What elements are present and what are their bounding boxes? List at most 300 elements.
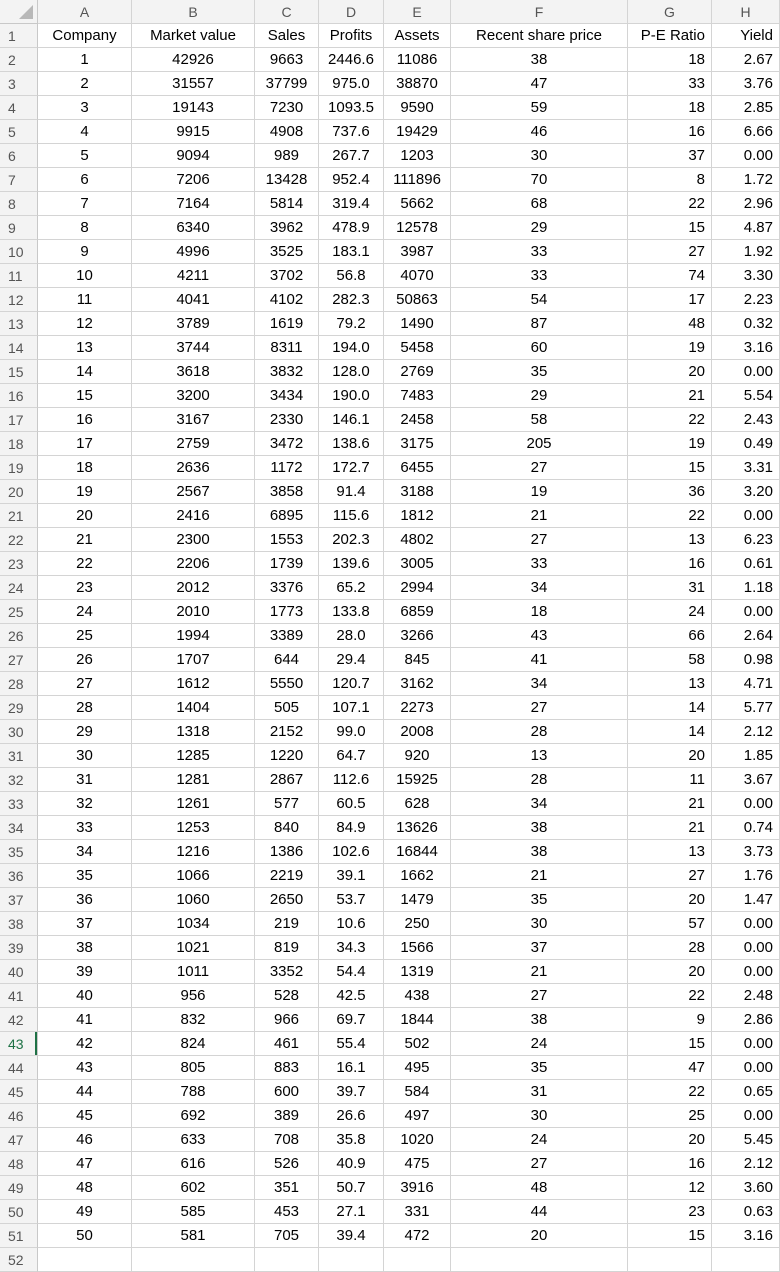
table-cell[interactable]: 12 — [38, 312, 132, 336]
table-cell[interactable]: 21 — [628, 384, 712, 408]
table-cell[interactable]: 453 — [255, 1200, 319, 1224]
table-cell[interactable]: 2010 — [132, 600, 255, 624]
table-cell[interactable]: 0.00 — [712, 912, 780, 936]
table-cell[interactable]: 26 — [38, 648, 132, 672]
table-cell[interactable]: 0.00 — [712, 1104, 780, 1128]
table-cell[interactable]: 28 — [451, 720, 628, 744]
table-cell[interactable]: 3188 — [384, 480, 451, 504]
table-cell[interactable]: 13 — [38, 336, 132, 360]
table-cell[interactable]: 58 — [451, 408, 628, 432]
table-cell[interactable]: 5550 — [255, 672, 319, 696]
table-cell[interactable]: 16.1 — [319, 1056, 384, 1080]
row-number-1[interactable]: 1 — [0, 24, 38, 48]
row-number-5[interactable]: 5 — [0, 120, 38, 144]
header-cell[interactable]: P-E Ratio — [628, 24, 712, 48]
row-number-2[interactable]: 2 — [0, 48, 38, 72]
select-all-corner[interactable] — [0, 0, 38, 24]
table-cell[interactable]: 989 — [255, 144, 319, 168]
table-cell[interactable]: 2.48 — [712, 984, 780, 1008]
table-cell[interactable]: 4802 — [384, 528, 451, 552]
table-cell[interactable]: 40 — [38, 984, 132, 1008]
table-cell[interactable]: 1319 — [384, 960, 451, 984]
table-cell[interactable]: 38870 — [384, 72, 451, 96]
table-cell[interactable]: 1203 — [384, 144, 451, 168]
table-cell[interactable]: 43 — [451, 624, 628, 648]
header-cell[interactable]: Profits — [319, 24, 384, 48]
table-cell[interactable]: 27.1 — [319, 1200, 384, 1224]
table-cell[interactable]: 3.76 — [712, 72, 780, 96]
table-cell[interactable]: 351 — [255, 1176, 319, 1200]
table-cell[interactable]: 495 — [384, 1056, 451, 1080]
row-number-31[interactable]: 31 — [0, 744, 38, 768]
table-cell[interactable]: 472 — [384, 1224, 451, 1248]
table-cell[interactable]: 120.7 — [319, 672, 384, 696]
table-cell[interactable]: 1612 — [132, 672, 255, 696]
empty-cell[interactable] — [712, 1248, 780, 1272]
table-cell[interactable]: 1566 — [384, 936, 451, 960]
table-cell[interactable]: 8 — [38, 216, 132, 240]
table-cell[interactable]: 832 — [132, 1008, 255, 1032]
table-cell[interactable]: 250 — [384, 912, 451, 936]
table-cell[interactable]: 34 — [451, 672, 628, 696]
table-cell[interactable]: 11 — [38, 288, 132, 312]
row-number-30[interactable]: 30 — [0, 720, 38, 744]
row-number-15[interactable]: 15 — [0, 360, 38, 384]
table-cell[interactable]: 60.5 — [319, 792, 384, 816]
row-number-9[interactable]: 9 — [0, 216, 38, 240]
table-cell[interactable]: 37 — [628, 144, 712, 168]
table-cell[interactable]: 577 — [255, 792, 319, 816]
table-cell[interactable]: 526 — [255, 1152, 319, 1176]
table-cell[interactable]: 20 — [38, 504, 132, 528]
table-cell[interactable]: 37799 — [255, 72, 319, 96]
table-cell[interactable]: 2012 — [132, 576, 255, 600]
row-number-52[interactable]: 52 — [0, 1248, 38, 1272]
table-cell[interactable]: 11 — [628, 768, 712, 792]
table-cell[interactable]: 824 — [132, 1032, 255, 1056]
table-cell[interactable]: 1490 — [384, 312, 451, 336]
table-cell[interactable]: 5814 — [255, 192, 319, 216]
table-cell[interactable]: 7230 — [255, 96, 319, 120]
table-cell[interactable]: 27 — [628, 864, 712, 888]
table-cell[interactable]: 55.4 — [319, 1032, 384, 1056]
table-cell[interactable]: 1.85 — [712, 744, 780, 768]
table-cell[interactable]: 14 — [38, 360, 132, 384]
table-cell[interactable]: 1662 — [384, 864, 451, 888]
table-cell[interactable]: 819 — [255, 936, 319, 960]
table-cell[interactable]: 2300 — [132, 528, 255, 552]
table-cell[interactable]: 1220 — [255, 744, 319, 768]
table-cell[interactable]: 20 — [628, 744, 712, 768]
table-cell[interactable]: 3472 — [255, 432, 319, 456]
row-number-34[interactable]: 34 — [0, 816, 38, 840]
table-cell[interactable]: 7 — [38, 192, 132, 216]
table-cell[interactable]: 39 — [38, 960, 132, 984]
table-cell[interactable]: 2446.6 — [319, 48, 384, 72]
empty-cell[interactable] — [384, 1248, 451, 1272]
row-number-49[interactable]: 49 — [0, 1176, 38, 1200]
table-cell[interactable]: 18 — [628, 48, 712, 72]
table-cell[interactable]: 44 — [451, 1200, 628, 1224]
table-cell[interactable]: 3962 — [255, 216, 319, 240]
table-cell[interactable]: 1.76 — [712, 864, 780, 888]
row-number-22[interactable]: 22 — [0, 528, 38, 552]
table-cell[interactable]: 2.23 — [712, 288, 780, 312]
table-cell[interactable]: 4211 — [132, 264, 255, 288]
table-cell[interactable]: 33 — [38, 816, 132, 840]
table-cell[interactable]: 1216 — [132, 840, 255, 864]
table-cell[interactable]: 6.66 — [712, 120, 780, 144]
table-cell[interactable]: 581 — [132, 1224, 255, 1248]
table-cell[interactable]: 24 — [451, 1128, 628, 1152]
table-cell[interactable]: 4.71 — [712, 672, 780, 696]
table-cell[interactable]: 3200 — [132, 384, 255, 408]
table-cell[interactable]: 41 — [38, 1008, 132, 1032]
table-cell[interactable]: 1261 — [132, 792, 255, 816]
table-cell[interactable]: 1172 — [255, 456, 319, 480]
table-cell[interactable]: 15 — [628, 456, 712, 480]
table-cell[interactable]: 36 — [628, 480, 712, 504]
table-cell[interactable]: 1.92 — [712, 240, 780, 264]
table-cell[interactable]: 31 — [38, 768, 132, 792]
table-cell[interactable]: 20 — [628, 1128, 712, 1152]
table-cell[interactable]: 1479 — [384, 888, 451, 912]
table-cell[interactable]: 2206 — [132, 552, 255, 576]
table-cell[interactable]: 438 — [384, 984, 451, 1008]
table-cell[interactable]: 30 — [451, 912, 628, 936]
table-cell[interactable]: 319.4 — [319, 192, 384, 216]
table-cell[interactable]: 0.00 — [712, 936, 780, 960]
row-number-42[interactable]: 42 — [0, 1008, 38, 1032]
table-cell[interactable]: 34 — [451, 792, 628, 816]
table-cell[interactable]: 7206 — [132, 168, 255, 192]
row-number-26[interactable]: 26 — [0, 624, 38, 648]
table-cell[interactable]: 31557 — [132, 72, 255, 96]
table-cell[interactable]: 15 — [628, 1032, 712, 1056]
table-cell[interactable]: 0.00 — [712, 792, 780, 816]
empty-cell[interactable] — [38, 1248, 132, 1272]
table-cell[interactable]: 219 — [255, 912, 319, 936]
table-cell[interactable]: 9590 — [384, 96, 451, 120]
table-cell[interactable]: 29 — [451, 384, 628, 408]
table-cell[interactable]: 2.12 — [712, 720, 780, 744]
table-cell[interactable]: 788 — [132, 1080, 255, 1104]
row-number-32[interactable]: 32 — [0, 768, 38, 792]
empty-cell[interactable] — [132, 1248, 255, 1272]
table-cell[interactable]: 3.60 — [712, 1176, 780, 1200]
table-cell[interactable]: 0.00 — [712, 504, 780, 528]
table-cell[interactable]: 2273 — [384, 696, 451, 720]
table-cell[interactable]: 35 — [451, 888, 628, 912]
table-cell[interactable]: 845 — [384, 648, 451, 672]
table-cell[interactable]: 1281 — [132, 768, 255, 792]
table-cell[interactable]: 633 — [132, 1128, 255, 1152]
table-cell[interactable]: 39.4 — [319, 1224, 384, 1248]
table-cell[interactable]: 7483 — [384, 384, 451, 408]
table-cell[interactable]: 2.86 — [712, 1008, 780, 1032]
table-cell[interactable]: 42.5 — [319, 984, 384, 1008]
table-cell[interactable]: 33 — [451, 552, 628, 576]
table-cell[interactable]: 644 — [255, 648, 319, 672]
table-cell[interactable]: 23 — [628, 1200, 712, 1224]
row-number-19[interactable]: 19 — [0, 456, 38, 480]
table-cell[interactable]: 600 — [255, 1080, 319, 1104]
table-cell[interactable]: 70 — [451, 168, 628, 192]
table-cell[interactable]: 20 — [451, 1224, 628, 1248]
header-cell[interactable]: Company — [38, 24, 132, 48]
table-cell[interactable]: 12578 — [384, 216, 451, 240]
header-cell[interactable]: Yield — [712, 24, 780, 48]
table-cell[interactable]: 74 — [628, 264, 712, 288]
table-cell[interactable]: 24 — [38, 600, 132, 624]
table-cell[interactable]: 27 — [451, 984, 628, 1008]
table-cell[interactable]: 0.00 — [712, 600, 780, 624]
table-cell[interactable]: 79.2 — [319, 312, 384, 336]
table-cell[interactable]: 133.8 — [319, 600, 384, 624]
table-cell[interactable]: 331 — [384, 1200, 451, 1224]
table-cell[interactable]: 128.0 — [319, 360, 384, 384]
table-cell[interactable]: 0.98 — [712, 648, 780, 672]
row-number-37[interactable]: 37 — [0, 888, 38, 912]
empty-cell[interactable] — [628, 1248, 712, 1272]
table-cell[interactable]: 602 — [132, 1176, 255, 1200]
table-cell[interactable]: 35 — [38, 864, 132, 888]
table-cell[interactable]: 3916 — [384, 1176, 451, 1200]
table-cell[interactable]: 1773 — [255, 600, 319, 624]
table-cell[interactable]: 15 — [628, 1224, 712, 1248]
table-cell[interactable]: 616 — [132, 1152, 255, 1176]
table-cell[interactable]: 18 — [451, 600, 628, 624]
table-cell[interactable]: 26.6 — [319, 1104, 384, 1128]
table-cell[interactable]: 6 — [38, 168, 132, 192]
header-cell[interactable]: Assets — [384, 24, 451, 48]
table-cell[interactable]: 58 — [628, 648, 712, 672]
table-cell[interactable]: 19 — [628, 336, 712, 360]
table-cell[interactable]: 1034 — [132, 912, 255, 936]
row-number-24[interactable]: 24 — [0, 576, 38, 600]
table-cell[interactable]: 805 — [132, 1056, 255, 1080]
table-cell[interactable]: 21 — [451, 864, 628, 888]
table-cell[interactable]: 38 — [451, 1008, 628, 1032]
table-cell[interactable]: 0.00 — [712, 1056, 780, 1080]
table-cell[interactable]: 282.3 — [319, 288, 384, 312]
table-cell[interactable]: 19143 — [132, 96, 255, 120]
table-cell[interactable]: 2330 — [255, 408, 319, 432]
table-cell[interactable]: 53.7 — [319, 888, 384, 912]
table-cell[interactable]: 0.00 — [712, 144, 780, 168]
table-cell[interactable]: 47 — [38, 1152, 132, 1176]
table-cell[interactable]: 4908 — [255, 120, 319, 144]
header-cell[interactable]: Market value — [132, 24, 255, 48]
table-cell[interactable]: 205 — [451, 432, 628, 456]
table-cell[interactable]: 107.1 — [319, 696, 384, 720]
row-number-41[interactable]: 41 — [0, 984, 38, 1008]
table-cell[interactable]: 56.8 — [319, 264, 384, 288]
table-cell[interactable]: 0.00 — [712, 1032, 780, 1056]
row-number-11[interactable]: 11 — [0, 264, 38, 288]
table-cell[interactable]: 54.4 — [319, 960, 384, 984]
table-cell[interactable]: 0.61 — [712, 552, 780, 576]
table-cell[interactable]: 585 — [132, 1200, 255, 1224]
table-cell[interactable]: 27 — [628, 240, 712, 264]
table-cell[interactable]: 29 — [451, 216, 628, 240]
table-cell[interactable]: 41 — [451, 648, 628, 672]
table-cell[interactable]: 975.0 — [319, 72, 384, 96]
table-cell[interactable]: 2219 — [255, 864, 319, 888]
row-number-21[interactable]: 21 — [0, 504, 38, 528]
table-cell[interactable]: 50863 — [384, 288, 451, 312]
table-cell[interactable]: 0.63 — [712, 1200, 780, 1224]
table-cell[interactable]: 4041 — [132, 288, 255, 312]
header-cell[interactable]: Recent share price — [451, 24, 628, 48]
table-cell[interactable]: 24 — [628, 600, 712, 624]
table-cell[interactable]: 1619 — [255, 312, 319, 336]
row-number-50[interactable]: 50 — [0, 1200, 38, 1224]
table-cell[interactable]: 708 — [255, 1128, 319, 1152]
table-cell[interactable]: 5.54 — [712, 384, 780, 408]
table-cell[interactable]: 2636 — [132, 456, 255, 480]
table-cell[interactable]: 1.47 — [712, 888, 780, 912]
table-cell[interactable]: 2.43 — [712, 408, 780, 432]
table-cell[interactable]: 737.6 — [319, 120, 384, 144]
row-number-35[interactable]: 35 — [0, 840, 38, 864]
table-cell[interactable]: 68 — [451, 192, 628, 216]
table-cell[interactable]: 9094 — [132, 144, 255, 168]
table-cell[interactable]: 5.77 — [712, 696, 780, 720]
table-cell[interactable]: 30 — [451, 1104, 628, 1128]
table-cell[interactable]: 0.65 — [712, 1080, 780, 1104]
table-cell[interactable]: 3987 — [384, 240, 451, 264]
table-cell[interactable]: 1021 — [132, 936, 255, 960]
table-cell[interactable]: 19 — [38, 480, 132, 504]
table-cell[interactable]: 48 — [38, 1176, 132, 1200]
row-number-8[interactable]: 8 — [0, 192, 38, 216]
column-header-f[interactable]: F — [451, 0, 628, 24]
row-number-6[interactable]: 6 — [0, 144, 38, 168]
table-cell[interactable]: 1844 — [384, 1008, 451, 1032]
table-cell[interactable]: 27 — [451, 456, 628, 480]
table-cell[interactable]: 0.32 — [712, 312, 780, 336]
row-number-43[interactable]: 43 — [0, 1032, 38, 1056]
table-cell[interactable]: 505 — [255, 696, 319, 720]
table-cell[interactable]: 3162 — [384, 672, 451, 696]
table-cell[interactable]: 2458 — [384, 408, 451, 432]
table-cell[interactable]: 9 — [38, 240, 132, 264]
table-cell[interactable]: 13 — [451, 744, 628, 768]
table-cell[interactable]: 478.9 — [319, 216, 384, 240]
table-cell[interactable]: 11086 — [384, 48, 451, 72]
table-cell[interactable]: 1 — [38, 48, 132, 72]
table-cell[interactable]: 9 — [628, 1008, 712, 1032]
empty-cell[interactable] — [255, 1248, 319, 1272]
table-cell[interactable]: 12 — [628, 1176, 712, 1200]
table-cell[interactable]: 3.31 — [712, 456, 780, 480]
column-header-d[interactable]: D — [319, 0, 384, 24]
table-cell[interactable]: 16 — [628, 1152, 712, 1176]
table-cell[interactable]: 87 — [451, 312, 628, 336]
table-cell[interactable]: 27 — [451, 696, 628, 720]
table-cell[interactable]: 5.45 — [712, 1128, 780, 1152]
table-cell[interactable]: 6340 — [132, 216, 255, 240]
row-number-13[interactable]: 13 — [0, 312, 38, 336]
table-cell[interactable]: 138.6 — [319, 432, 384, 456]
table-cell[interactable]: 37 — [451, 936, 628, 960]
table-cell[interactable]: 30 — [451, 144, 628, 168]
table-cell[interactable]: 36 — [38, 888, 132, 912]
table-cell[interactable]: 22 — [628, 408, 712, 432]
table-cell[interactable]: 2.12 — [712, 1152, 780, 1176]
row-number-17[interactable]: 17 — [0, 408, 38, 432]
table-cell[interactable]: 44 — [38, 1080, 132, 1104]
row-number-16[interactable]: 16 — [0, 384, 38, 408]
table-cell[interactable]: 3266 — [384, 624, 451, 648]
row-number-12[interactable]: 12 — [0, 288, 38, 312]
table-cell[interactable]: 27 — [38, 672, 132, 696]
table-cell[interactable]: 5458 — [384, 336, 451, 360]
table-cell[interactable]: 21 — [451, 504, 628, 528]
table-cell[interactable]: 6895 — [255, 504, 319, 528]
table-cell[interactable]: 202.3 — [319, 528, 384, 552]
table-cell[interactable]: 84.9 — [319, 816, 384, 840]
table-cell[interactable]: 23 — [38, 576, 132, 600]
table-cell[interactable]: 2769 — [384, 360, 451, 384]
table-cell[interactable]: 528 — [255, 984, 319, 1008]
table-cell[interactable]: 15 — [628, 216, 712, 240]
table-cell[interactable]: 32 — [38, 792, 132, 816]
table-cell[interactable]: 705 — [255, 1224, 319, 1248]
table-cell[interactable]: 3167 — [132, 408, 255, 432]
table-cell[interactable]: 45 — [38, 1104, 132, 1128]
table-cell[interactable]: 38 — [451, 840, 628, 864]
table-cell[interactable]: 628 — [384, 792, 451, 816]
empty-cell[interactable] — [451, 1248, 628, 1272]
table-cell[interactable]: 3434 — [255, 384, 319, 408]
table-cell[interactable]: 29 — [38, 720, 132, 744]
table-cell[interactable]: 18 — [38, 456, 132, 480]
row-number-48[interactable]: 48 — [0, 1152, 38, 1176]
table-cell[interactable]: 2867 — [255, 768, 319, 792]
table-cell[interactable]: 13626 — [384, 816, 451, 840]
table-cell[interactable]: 115.6 — [319, 504, 384, 528]
table-cell[interactable]: 2152 — [255, 720, 319, 744]
table-cell[interactable]: 37 — [38, 912, 132, 936]
table-cell[interactable]: 267.7 — [319, 144, 384, 168]
table-cell[interactable]: 475 — [384, 1152, 451, 1176]
table-cell[interactable]: 28 — [38, 696, 132, 720]
table-cell[interactable]: 9915 — [132, 120, 255, 144]
row-number-7[interactable]: 7 — [0, 168, 38, 192]
table-cell[interactable]: 8 — [628, 168, 712, 192]
table-cell[interactable]: 1060 — [132, 888, 255, 912]
table-cell[interactable]: 1285 — [132, 744, 255, 768]
table-cell[interactable]: 14 — [628, 720, 712, 744]
table-cell[interactable]: 172.7 — [319, 456, 384, 480]
row-number-39[interactable]: 39 — [0, 936, 38, 960]
table-cell[interactable]: 1.18 — [712, 576, 780, 600]
table-cell[interactable]: 16 — [628, 120, 712, 144]
table-cell[interactable]: 502 — [384, 1032, 451, 1056]
row-number-36[interactable]: 36 — [0, 864, 38, 888]
table-cell[interactable]: 1318 — [132, 720, 255, 744]
table-cell[interactable]: 28 — [628, 936, 712, 960]
table-cell[interactable]: 1812 — [384, 504, 451, 528]
column-header-c[interactable]: C — [255, 0, 319, 24]
table-cell[interactable]: 13 — [628, 528, 712, 552]
table-cell[interactable]: 21 — [451, 960, 628, 984]
table-cell[interactable]: 1020 — [384, 1128, 451, 1152]
row-number-27[interactable]: 27 — [0, 648, 38, 672]
table-cell[interactable]: 38 — [38, 936, 132, 960]
